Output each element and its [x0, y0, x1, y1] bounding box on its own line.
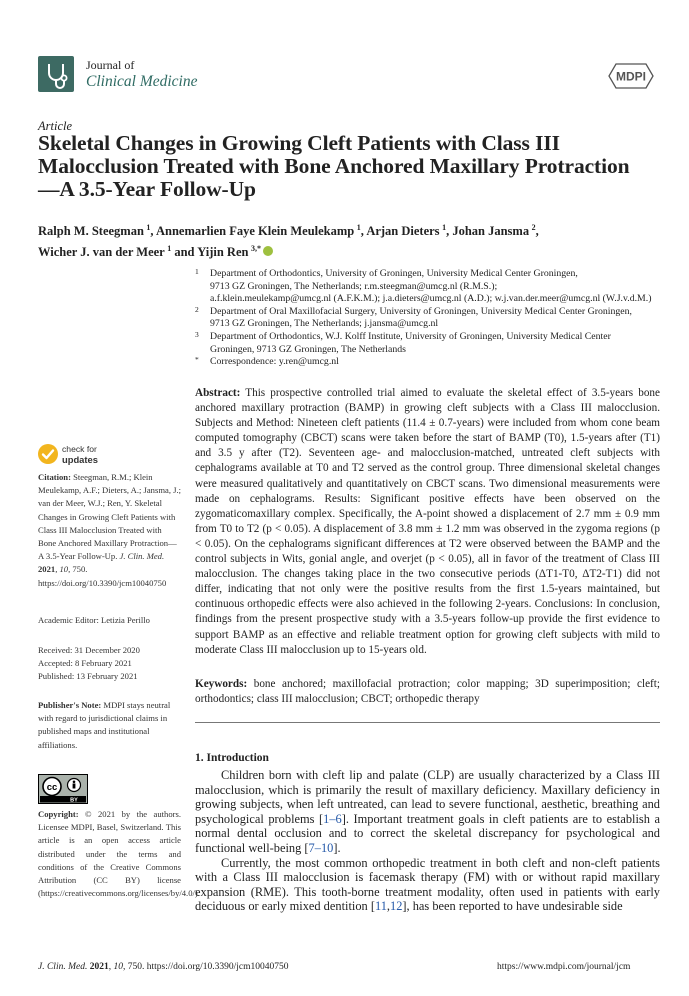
affiliation-line: Department of Orthodontics, W.J. Kolff Institute, University of Groningen, University Medical Center: [210, 330, 611, 342]
citation-year: 2021: [38, 564, 56, 575]
affiliation-item: [195, 306, 665, 331]
academic-editor: Academic Editor: Letizia Perillo: [38, 615, 150, 625]
cc-by-license-icon[interactable]: [38, 774, 88, 804]
author-name[interactable]: Ralph M. Steegman: [38, 224, 144, 239]
citation-text: Steegman, R.M.; Klein Meulekamp, A.F.; Dieters, A.; Jansma, J.; van der Meer, W.J.; Ren, Y. Skeletal Changes in Growing Cleft Patients with Class III Malocclusion Treated with Bone Anchored Maxillary Protraction—A 3.5-Year Follow-Up.: [38, 472, 182, 562]
affiliation-line: Department of Oral Maxillofacial Surgery, University of Groningen, University Medical Center Groningen,: [210, 305, 632, 317]
author-list: Ralph M. Steegman $^1$, Annemarlien Faye Klein Meulekamp $^1$, Arjan Dieters $^1$, Johan Jansma $^2$, Wicher J. van der Meer $^1$ and Yijin Ren $^{3,*}$: [38, 223, 539, 260]
affiliation-item: [195, 268, 665, 306]
copyright-text: © 2021 by the authors. Licensee MDPI, Basel, Switzerland. This article is an open access article distributed under the terms and conditions of the Creative Commons Attribution (CC BY) license (https://creativecommons.org/licenses/by/4.0/).: [38, 809, 200, 899]
citation-doi[interactable]: , 750. https://doi.org/10.3390/jcm10040750: [38, 564, 167, 588]
citation-journal: J. Clin. Med.: [119, 551, 165, 562]
paragraph: [195, 768, 660, 856]
article-type: Article: [38, 119, 73, 133]
citation-link[interactable]: 1–6: [323, 811, 342, 826]
check-updates-icon: [38, 444, 58, 464]
author-affil: 1: [167, 244, 172, 254]
affiliation-number: 3: [195, 329, 199, 339]
citation-label: Citation:: [38, 472, 71, 482]
paper-title: Skeletal Changes in Growing Cleft Patients with Class III Malocclusion Treated with Bone Anchored Maxillary Protraction—A 3.5-Year Follow-Up: [38, 131, 630, 201]
section-divider: [195, 722, 660, 723]
cc-by-text: BY: [70, 797, 78, 804]
author-affil: 1: [442, 223, 447, 232]
author-name[interactable]: Wicher J. van der Meer: [38, 245, 165, 260]
journal-name: Clinical Medicine: [86, 73, 198, 90]
abstract-label: Abstract:: [195, 387, 241, 399]
paragraph-text: ]. Important treatment goals in cleft patients are to establish a normal dental occlusion and to correct the skeletal discrepancy for psychological and functional well-being [: [195, 811, 660, 855]
affiliation-item: [195, 331, 665, 356]
author-name[interactable]: Yijin Ren: [197, 245, 249, 260]
affiliation-line: a.f.klein.meulekamp@umcg.nl (A.F.K.M.); j.a.dieters@umcg.nl (A.D.); w.j.van.der.meer@umcg.nl (W.J.v.d.M.): [210, 293, 652, 305]
citation-link[interactable]: 12: [390, 899, 403, 914]
affiliation-line: 9713 GZ Groningen, The Netherlands; j.jansma@umcg.nl: [210, 318, 439, 330]
citation-block: Citation: Steegman, R.M.; Klein Meulekamp, A.F.; Dieters, A.; Jansma, J.; van der Meer, W.J.; Ren, Y. Skeletal Changes in Growing Cleft Patients with Class III Malocclusion Treated with Bone Anchored Maxillary Protraction—A 3.5-Year Follow-Up. J. Clin. Med. 2021, 10, 750. https://doi.org/10.3390/jcm10040750: [38, 472, 182, 588]
affiliation-line: Groningen, 9713 GZ Groningen, The Netherlands: [210, 343, 406, 355]
check-updates-line: updates: [62, 453, 98, 465]
publisher-note-text: MDPI stays neutral with regard to jurisdictional claims in published maps and institutional affiliations.: [38, 700, 171, 750]
footer-year: 2021: [89, 962, 109, 972]
section-heading: 1. Introduction: [195, 752, 269, 764]
affiliation-number: *: [195, 355, 199, 365]
author-name[interactable]: Arjan Dieters: [366, 224, 440, 239]
author-name[interactable]: Johan Jansma: [452, 224, 530, 239]
citation-volume: 10: [59, 564, 69, 575]
affiliation-number: 2: [195, 304, 199, 314]
check-for-updates-badge[interactable]: [38, 444, 138, 466]
stethoscope-icon: [38, 56, 74, 92]
received-date: Received: 31 December 2020: [38, 645, 140, 655]
keywords-text: bone anchored; maxillofacial protraction; color mapping; 3D superimposition; cleft; orthodontics; class III malocclusion; CBCT; orthopedic therapy: [195, 678, 660, 706]
affiliations: [195, 268, 665, 369]
footer-doi[interactable]: , 750. https://doi.org/10.3390/jcm10040750: [122, 962, 289, 972]
paragraph-text: ,: [386, 899, 391, 914]
introduction-body: [195, 768, 660, 914]
affiliation-number: 1: [195, 267, 199, 276]
author-affil: 2: [531, 223, 536, 232]
copyright-block: [38, 808, 200, 900]
cc-text: cc: [46, 782, 58, 793]
paragraph-text: ].: [333, 840, 341, 855]
footer-citation: J. Clin. Med. 2021, 10, 750. https://doi.org/10.3390/jcm10040750: [38, 962, 289, 972]
mdpi-text: MDPI: [616, 69, 646, 84]
footer-volume: 10: [113, 962, 123, 972]
orcid-icon[interactable]: [263, 246, 273, 256]
dates-block: [38, 644, 181, 684]
author-affil: 3,*: [250, 244, 261, 254]
mdpi-logo: [608, 63, 654, 89]
author-affil: 1: [146, 223, 151, 232]
citation-link[interactable]: 7–10: [308, 840, 334, 855]
affiliation-line: 9713 GZ Groningen, The Netherlands; r.m.steegman@umcg.nl (R.M.S.);: [210, 280, 498, 292]
check-updates-label: [62, 445, 98, 465]
paragraph-text: Currently, the most common orthopedic treatment in both cleft and non-cleft patients with a Class III malocclusion is facemask therapy (FM) with or without rapid maxillary expansion (RME). This tooth-borne treatment modality, often used in patients with early deciduous or early mixed dentition [: [195, 855, 660, 914]
check-updates-line: check for: [62, 444, 97, 454]
affiliation-line: Correspondence: y.ren@umcg.nl: [210, 356, 339, 368]
affiliation-line: Department of Orthodontics, University of Groningen, University Medical Center Groningen,: [210, 268, 578, 279]
journal-logo: [38, 56, 74, 92]
abstract: [195, 386, 660, 658]
paragraph: [195, 856, 660, 914]
keywords: [195, 677, 660, 707]
affiliation-item: [195, 356, 665, 369]
publisher-note-label: Publisher's Note:: [38, 700, 102, 710]
copyright-label: Copyright:: [38, 809, 79, 819]
journal-prefix: Journal of: [86, 58, 135, 72]
paragraph-text: Children born with cleft lip and palate (CLP) are usually characterized by a Class III malocclusion, which is primarily the result of maxillary deficiency. Maxillary deficiency in growing subjects, when left untreated, can lead to severe functional, aesthetic, breathing and psychological problems [: [195, 768, 660, 826]
author-name[interactable]: Annemarlien Faye Klein Meulekamp: [155, 224, 355, 239]
publisher-note: [38, 699, 181, 752]
footer-journal: J. Clin. Med.: [38, 962, 88, 972]
abstract-text: This prospective controlled trial aimed to evaluate the skeletal effect of 3.5-years bone anchored maxillary protraction (BAMP) in growing cleft subjects with a Class III malocclusion. Subjects and Method: Nineteen cleft patients (11.4 ± 0.7-years) were included from whom cone beam computed tomography (CBCT) scans were taken before the start of BAMP (T0), 1.5-years after (T1) and 3.5 y after (T2). Seventeen age- and malocclusion-matched, untreated cleft subjects with cephalograms available at T0 and T2 served as the control group. Three dimensional skeletal changes were measured qualitatively and quantitatively on CBCT scans. Two dimensional measurements were made on cephalograms. Results: Significant positive effects have been observed on the zygomaticomaxillary complex. Specifically, the A-point showed a displacement of 2.7 mm ± 0.9 mm from T0 to T2 (p < 0.05). A displacement of 3.8 mm ± 1.2 mm was observed in the zygoma regions (p < 0.05). On the cephalograms significant differences at T2 were observed between the BAMP and the control subjects in Wits, gonial angle, and overjet (p < 0.05), all in favor of the treatment of Class III malocclusion. The changes taking place in the two consecutive periods (ΔT1-T0, ΔT2-T1) did not differ, indicating that not only were the positive results from the first 1.5-years maintained, but continuous orthopedic effects were also achieved in the following 2-years. Conclusions: In conclusion, findings from the present prospective study with a 3.5-years follow-up provide the first evidence to support BAMP as an effective and reliable treatment option for growing cleft subjects with mild to moderate Class III malocclusion up to 15-years old.: [195, 387, 660, 656]
paragraph-text: ], has been reported to have undesirable side: [402, 899, 623, 914]
author-affil: 1: [356, 223, 361, 232]
citation-link[interactable]: 11: [374, 899, 387, 914]
keywords-label: Keywords:: [195, 678, 248, 690]
footer-journal-url[interactable]: https://www.mdpi.com/journal/jcm: [497, 962, 631, 972]
published-date: Published: 13 February 2021: [38, 671, 138, 682]
accepted-date: Accepted: 8 February 2021: [38, 658, 132, 669]
